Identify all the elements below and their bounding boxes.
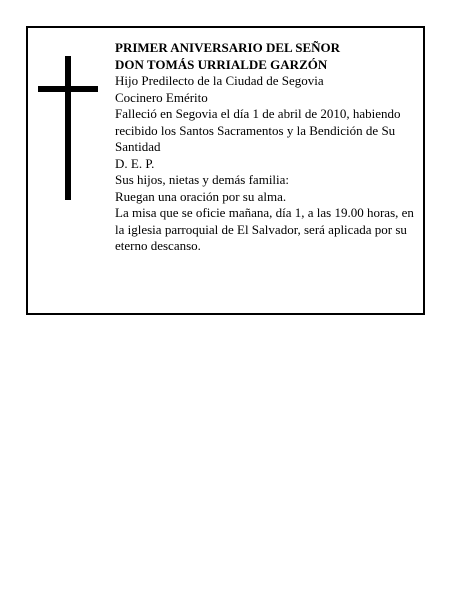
cross-vertical-bar [65, 56, 71, 200]
honorary-title: Hijo Predilecto de la Ciudad de Segovia [115, 73, 324, 88]
mass-announcement: La misa que se oficie mañana, día 1, a las 19.00 horas, en la iglesia parroquial de El Salvador, será aplicada por su eterno descanso. [115, 205, 414, 253]
family-line: Sus hijos, nietas y demás familia: [115, 172, 290, 187]
profession-title: Cocinero Emérito [115, 89, 208, 105]
obituary-notice [26, 26, 425, 315]
prayer-request: Ruegan una oración por su alma. [115, 188, 287, 204]
cross-icon [38, 56, 98, 200]
notice-text [115, 40, 420, 255]
cross-horizontal-bar [38, 86, 98, 92]
rest-in-peace: D. E. P. [115, 155, 155, 171]
death-statement: Falleció en Segovia el día 1 de abril de 2010, habiendo recibido los Santos Sacramentos y la Bendición de Su Santidad [115, 106, 401, 154]
heading-line-1: PRIMER ANIVERSARIO DEL SEÑOR [115, 40, 341, 55]
heading-line-2: DON TOMÁS URRIALDE GARZÓN [115, 56, 328, 72]
